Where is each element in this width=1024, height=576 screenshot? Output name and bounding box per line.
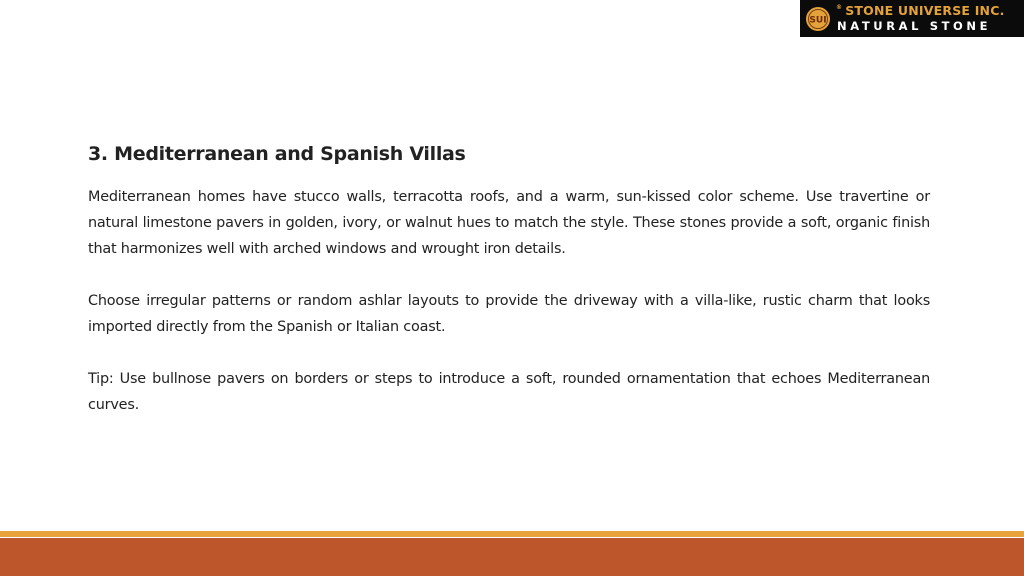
paragraph-style-description: Mediterranean homes have stucco walls, terracotta roofs, and a warm, sun-kissed color scheme. Use travertine or natural limestone pavers in golden, ivory, or walnut hues to match the style. These stones provide a soft, organic finish that harmonizes well with arched windows and wrought iron details. [88,189,930,257]
logo-company-name-row [837,5,1005,18]
paragraph-tip: Tip: Use bullnose pavers on borders or steps to introduce a soft, rounded ornamentation that echoes Mediterranean curves. [88,371,930,413]
footer-stripe [0,531,1024,537]
company-logo [800,0,1024,37]
registered-mark: ® [836,4,843,11]
logo-seal-text: SUI [809,15,827,25]
slide-content [88,143,930,418]
paragraph-pattern-advice: Choose irregular patterns or random ashlar layouts to provide the driveway with a villa-like, rustic charm that looks imported directly from the Spanish or Italian coast. [88,293,930,335]
logo-tagline: NATURAL STONE [837,18,992,33]
footer-bar [0,538,1024,576]
logo-company-name: STONE UNIVERSE INC. [845,3,1005,18]
stone-universe-seal-icon [805,6,831,32]
slide-heading: 3. Mediterranean and Spanish Villas [88,143,466,165]
logo-wordmark [837,5,1005,32]
